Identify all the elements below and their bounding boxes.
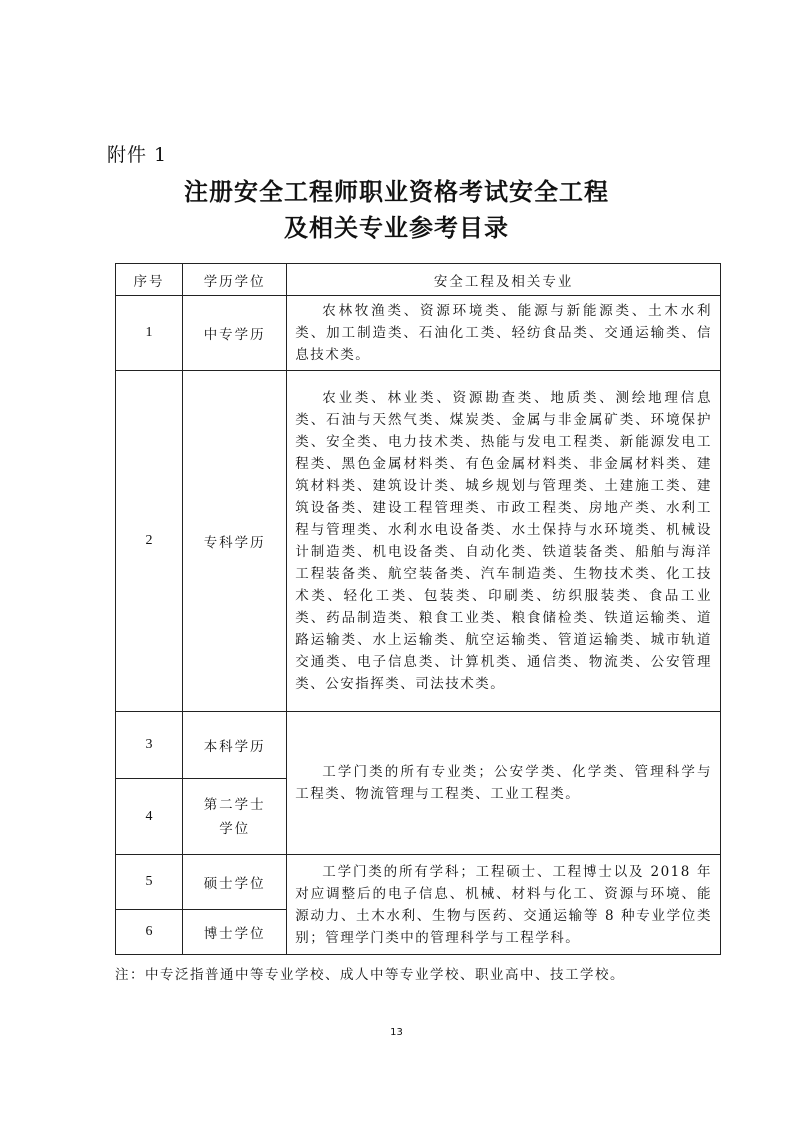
row-degree: 硕士学位 (183, 855, 287, 910)
attachment-label: 附件 1 (107, 144, 168, 166)
row-degree: 中专学历 (183, 296, 287, 371)
document-title-line2: 及相关专业参考目录 (284, 214, 509, 242)
table-row (116, 371, 721, 712)
table-header-row (116, 264, 721, 296)
row-majors: 农林牧渔类、资源环境类、能源与新能源类、土木水利类、加工制造类、石油化工类、轻纺食品类、交通运输类、信息技术类。 (287, 296, 721, 371)
row-degree: 专科学历 (183, 371, 287, 712)
document-title-line1: 注册安全工程师职业资格考试安全工程 (184, 178, 609, 206)
row-number: 6 (116, 910, 183, 955)
header-seq: 序号 (116, 264, 183, 296)
row-number: 5 (116, 855, 183, 910)
header-degree: 学历学位 (183, 264, 287, 296)
row-number: 1 (116, 296, 183, 371)
table-row (116, 855, 721, 910)
row-degree: 本科学历 (183, 712, 287, 779)
table-row (116, 712, 721, 779)
row-number: 2 (116, 371, 183, 712)
page-number: 13 (390, 1027, 403, 1038)
row-degree: 博士学位 (183, 910, 287, 955)
row-majors-merged-3-4: 工学门类的所有专业类；公安学类、化学类、管理科学与工程类、物流管理与工程类、工业工程类。 (287, 712, 721, 855)
row-majors-merged-5-6: 工学门类的所有学科；工程硕士、工程博士以及 2018 年对应调整后的电子信息、机械、材料与化工、资源与环境、能源动力、土木水利、生物与医药、交通运输等 8 种专业学位类别；管理学门类中的管理科学与工程学科。 (287, 855, 721, 955)
row-number: 4 (116, 779, 183, 855)
footnote: 注：中专泛指普通中等专业学校、成人中等专业学校、职业高中、技工学校。 (115, 967, 625, 983)
table-row (116, 296, 721, 371)
majors-table (115, 263, 721, 955)
header-majors: 安全工程及相关专业 (287, 264, 721, 296)
row-majors: 农业类、林业类、资源勘查类、地质类、测绘地理信息类、石油与天然气类、煤炭类、金属与非金属矿类、环境保护类、安全类、电力技术类、热能与发电工程类、新能源发电工程类、黑色金属材料类、有色金属材料类、非金属材料类、建筑材料类、建筑设计类、城乡规划与管理类、土建施工类、建筑设备类、建设工程管理类、市政工程类、房地产类、水利工程与管理类、水利水电设备类、水土保持与水环境类、机械设计制造类、机电设备类、自动化类、铁道装备类、船舶与海洋工程装备类、航空装备类、汽车制造类、生物技术类、化工技术类、轻化工类、包装类、印刷类、纺织服装类、食品工业类、药品制造类、粮食工业类、粮食储检类、铁道运输类、道路运输类、水上运输类、航空运输类、管道运输类、城市轨道交通类、电子信息类、计算机类、通信类、物流类、公安管理类、公安指挥类、司法技术类。 (287, 371, 721, 712)
row-number: 3 (116, 712, 183, 779)
row-degree: 第二学士学位 (183, 779, 287, 855)
